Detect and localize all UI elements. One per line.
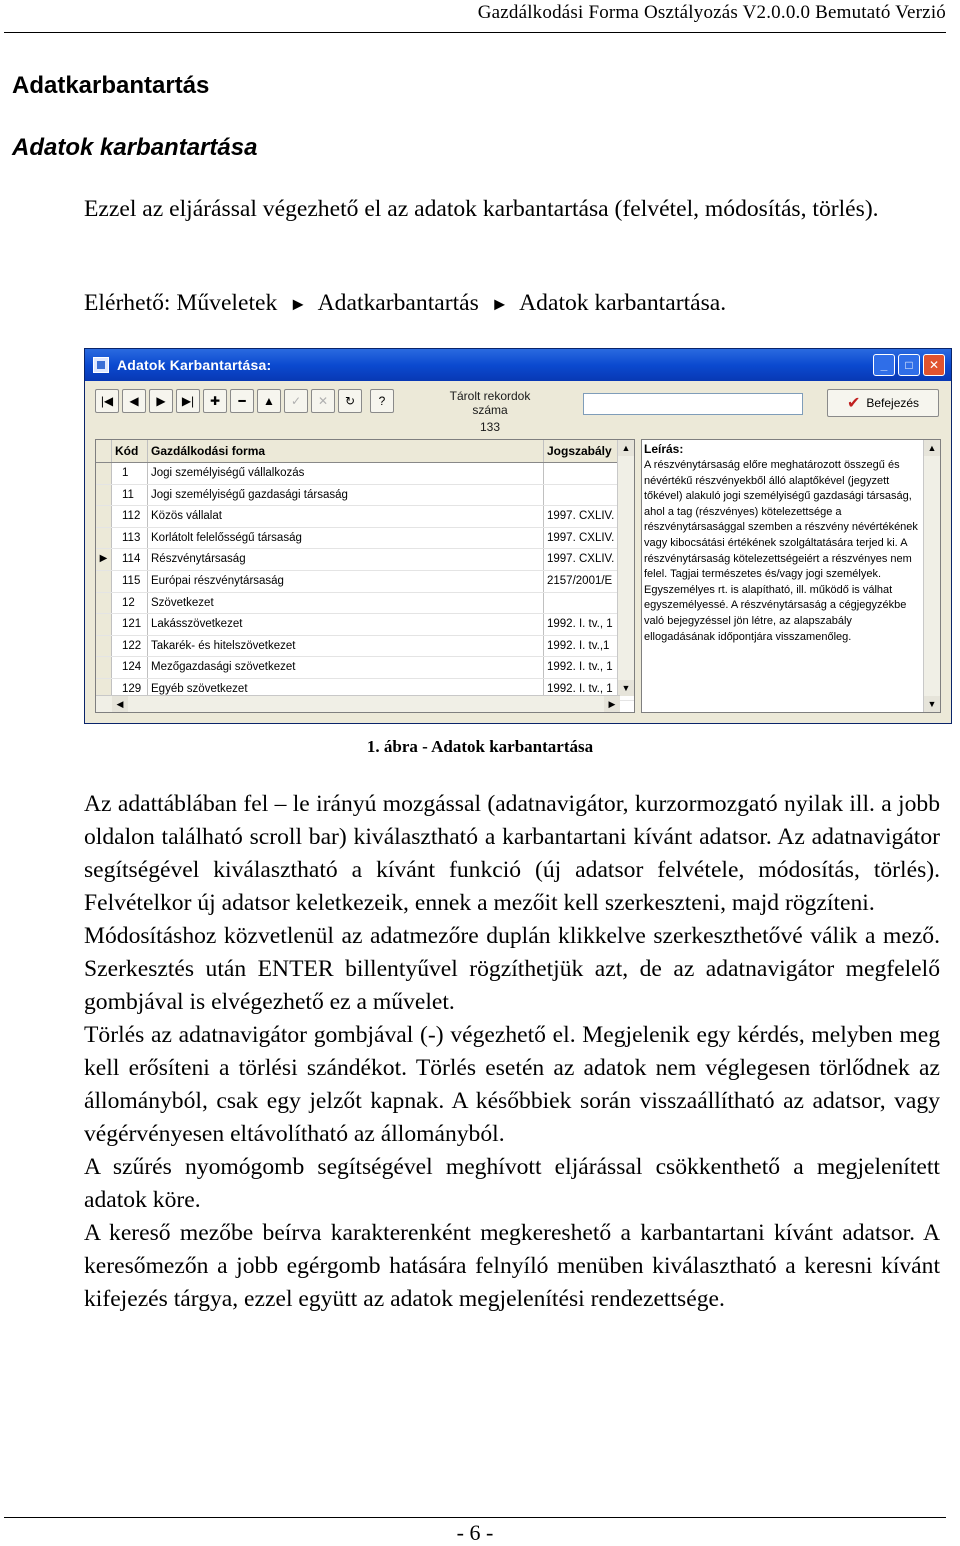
row-indicator bbox=[96, 657, 112, 678]
description-panel[interactable] bbox=[641, 439, 941, 713]
paragraph: Módosításhoz közvetlenül az adatmezőre duplán klikkelve szerkeszthetővé válik a mező. Szerkesztés után ENTER billentyűvel rögzíthetjük azt, de az adatnavigátor megfelelő gombjával is elvégezhető ez a művelet. bbox=[84, 923, 940, 1015]
section-title: Adatkarbantartás bbox=[12, 72, 210, 99]
section-subtitle: Adatok karbantartása bbox=[12, 134, 258, 161]
table-cell-forma[interactable]: Lakásszövetkezet bbox=[148, 614, 544, 635]
grid-vertical-scrollbar[interactable] bbox=[617, 440, 634, 696]
table-row[interactable] bbox=[96, 485, 634, 507]
table-cell-jog[interactable]: 1992. I. tv., 1 bbox=[544, 657, 618, 678]
filter-icon[interactable]: ? bbox=[370, 389, 394, 413]
data-grid[interactable] bbox=[95, 439, 635, 713]
table-cell-kod[interactable]: 113 bbox=[112, 528, 148, 549]
menu-path-label: Elérhető: bbox=[84, 290, 171, 316]
row-indicator bbox=[96, 463, 112, 484]
delete-record-icon[interactable]: ━ bbox=[230, 389, 254, 413]
table-cell-forma[interactable]: Részvénytársaság bbox=[148, 549, 544, 570]
scroll-up-icon[interactable]: ▲ bbox=[924, 440, 940, 456]
grid-header bbox=[96, 440, 634, 463]
record-count-value: 133 bbox=[479, 420, 501, 434]
refresh-icon[interactable]: ↻ bbox=[338, 389, 362, 413]
row-indicator bbox=[96, 614, 112, 635]
first-record-icon[interactable]: |◀ bbox=[95, 389, 119, 413]
edit-record-icon[interactable]: ▲ bbox=[257, 389, 281, 413]
menu-path bbox=[84, 287, 940, 321]
close-icon[interactable]: ✕ bbox=[923, 354, 945, 376]
grid-horizontal-scrollbar[interactable] bbox=[96, 695, 620, 712]
table-cell-kod[interactable]: 12 bbox=[112, 593, 148, 614]
table-cell-forma[interactable]: Mezőgazdasági szövetkezet bbox=[148, 657, 544, 678]
column-header-kod[interactable]: Kód bbox=[112, 440, 148, 462]
column-header-forma[interactable]: Gazdálkodási forma bbox=[148, 440, 544, 462]
paragraph: Az adattáblában fel – le irányú mozgással (adatnavigátor, kurzormozgató nyilak ill. a jobb oldalon található scroll bar) kiválasztható a karbantartani kívánt adatsor. Az adatnavigátor segítségével kiválasztható a kívánt funkció (új adatsor felvétele, módosítás, törlés). Felvételkor új adatsor keletkezeik, ennek a mezőit kell szerkeszteni, majd rögzíteni. bbox=[84, 791, 940, 916]
row-indicator bbox=[96, 636, 112, 657]
table-cell-jog[interactable]: 1992. I. tv.,1 bbox=[544, 636, 618, 657]
scroll-down-icon[interactable]: ▼ bbox=[618, 680, 634, 696]
table-row[interactable] bbox=[96, 636, 634, 658]
header-rule bbox=[4, 32, 946, 33]
row-indicator bbox=[96, 528, 112, 549]
record-count-label: Tárolt rekordok száma bbox=[449, 389, 531, 417]
description-scrollbar[interactable] bbox=[923, 440, 940, 712]
table-cell-forma[interactable]: Közös vállalat bbox=[148, 506, 544, 527]
table-cell-forma[interactable]: Takarék- és hitelszövetkezet bbox=[148, 636, 544, 657]
table-cell-jog[interactable]: 1997. CXLIV. bbox=[544, 528, 618, 549]
table-row[interactable] bbox=[96, 657, 634, 679]
table-cell-kod[interactable]: 11 bbox=[112, 485, 148, 506]
table-cell-forma[interactable]: Egyéb szövetkezet bbox=[148, 679, 544, 700]
finish-button-label: Befejezés bbox=[866, 396, 920, 410]
description-text[interactable]: A részvénytársaság előre meghatározott összegű és névértékű részvényekből álló alaptőkével (jegyzett tőkével) alakuló jogi személyiségű gazdasági társaság, ahol a tag (részvényes) kötelezettsége a részvénytársasággal szemben a részvény névértékének vagy kibocsátási értékének szolgáltatására terjed ki. A részvénytársaság kötelezettségeiért a részvényes nem felel. Tagjai természetes és/vagy jogi személyek. Egyszemélyes rt. is alapítható, ill. működő is válhat egyszemélyessé. A részvénytársaság a cégjegyzékbe való bejegyzéssel jön létre, az alapszabály ellogadásának időpontjára visszamenőleg. bbox=[644, 459, 918, 643]
app-icon bbox=[93, 357, 109, 373]
column-header-jogszabaly[interactable]: Jogszabály bbox=[544, 440, 618, 462]
insert-record-icon[interactable]: ✚ bbox=[203, 389, 227, 413]
scroll-right-icon[interactable]: ▶ bbox=[604, 696, 620, 712]
cancel-record-icon[interactable]: ✕ bbox=[311, 389, 335, 413]
row-indicator bbox=[96, 571, 112, 592]
scroll-up-icon[interactable]: ▲ bbox=[618, 440, 634, 456]
table-cell-kod[interactable]: 114 bbox=[112, 549, 148, 570]
paragraph: Törlés az adatnavigátor gombjával (-) végezhető el. Megjelenik egy kérdés, melyben meg kell erősíteni a törlési szándékot. Törlés esetén az adatok nem véglegesen törlődnek az állományból, csak egy jelzőt kapnak. A későbbiek során visszaállítható az adatsor, vagy végérvényesen eltávolítható az állományból. bbox=[84, 1022, 940, 1147]
table-cell-kod[interactable]: 122 bbox=[112, 636, 148, 657]
table-row[interactable] bbox=[96, 506, 634, 528]
scroll-left-icon[interactable]: ◀ bbox=[112, 696, 128, 712]
table-row[interactable] bbox=[96, 463, 634, 485]
table-cell-jog[interactable] bbox=[544, 463, 618, 484]
menu-path-item: Adatkarbantartás bbox=[317, 290, 479, 316]
page-number: - 6 - bbox=[456, 1520, 494, 1545]
row-indicator bbox=[96, 485, 112, 506]
paragraph: A kereső mezőbe beírva karakterenként megkereshető a karbantartani kívánt adatsor. A keresőmezőn a jobb egérgomb hatására felnyíló menüben kiválasztható a keresni kívánt kifejezés tárgya, ezzel együtt az adatok megjelenítési rendezettsége. bbox=[84, 1220, 940, 1312]
table-cell-kod[interactable]: 124 bbox=[112, 657, 148, 678]
table-cell-jog[interactable]: 1992. I. tv., 1 bbox=[544, 679, 618, 700]
table-cell-kod[interactable]: 129 bbox=[112, 679, 148, 700]
table-cell-forma[interactable]: Jogi személyiségű gazdasági társaság bbox=[148, 485, 544, 506]
grid-body bbox=[96, 463, 634, 701]
minimize-icon[interactable]: _ bbox=[873, 354, 895, 376]
table-cell-forma[interactable]: Korlátolt felelősségű társaság bbox=[148, 528, 544, 549]
body-text bbox=[84, 788, 940, 1316]
table-cell-jog[interactable]: 1997. CXLIV. bbox=[544, 549, 618, 570]
menu-path-item: Adatok karbantartása. bbox=[519, 290, 727, 316]
figure-caption: 1. ábra - Adatok karbantartása bbox=[366, 737, 594, 756]
next-record-icon[interactable]: ▶ bbox=[149, 389, 173, 413]
table-row[interactable] bbox=[96, 614, 634, 636]
menu-path-item: Műveletek bbox=[176, 290, 278, 316]
table-cell-jog[interactable] bbox=[544, 593, 618, 614]
data-navigator bbox=[95, 389, 397, 413]
table-cell-kod[interactable]: 112 bbox=[112, 506, 148, 527]
table-row[interactable] bbox=[96, 549, 634, 571]
table-cell-jog[interactable]: 1992. I. tv., 1 bbox=[544, 614, 618, 635]
intro-paragraph: Ezzel az eljárással végezhető el az adatok karbantartása (felvétel, módosítás, törlés). bbox=[84, 196, 879, 222]
description-title: Leírás: bbox=[644, 442, 684, 456]
data-maintenance-window bbox=[84, 348, 952, 724]
table-cell-forma[interactable]: Szövetkezet bbox=[148, 593, 544, 614]
current-row-indicator-icon: ▶ bbox=[96, 549, 112, 570]
search-input[interactable] bbox=[583, 393, 803, 415]
arrow-right-icon: ► bbox=[490, 294, 509, 314]
table-cell-jog[interactable] bbox=[544, 485, 618, 506]
prior-record-icon[interactable]: ◀ bbox=[122, 389, 146, 413]
table-cell-forma[interactable]: Európai részvénytársaság bbox=[148, 571, 544, 592]
maximize-icon[interactable]: □ bbox=[898, 354, 920, 376]
table-row[interactable] bbox=[96, 593, 634, 615]
record-count-panel bbox=[435, 389, 545, 434]
document-header-title: Gazdálkodási Forma Osztályozás V2.0.0.0 Bemutató Verzió bbox=[477, 2, 946, 23]
table-cell-kod[interactable]: 1 bbox=[112, 463, 148, 484]
table-row[interactable] bbox=[96, 571, 634, 593]
finish-button[interactable] bbox=[827, 389, 939, 417]
window-titlebar[interactable] bbox=[85, 349, 951, 381]
table-cell-jog[interactable]: 1997. CXLIV. bbox=[544, 506, 618, 527]
table-cell-jog[interactable]: 2157/2001/E bbox=[544, 571, 618, 592]
table-cell-forma[interactable]: Jogi személyiségű vállalkozás bbox=[148, 463, 544, 484]
table-row[interactable] bbox=[96, 528, 634, 550]
scroll-down-icon[interactable]: ▼ bbox=[924, 696, 940, 712]
arrow-right-icon: ► bbox=[289, 294, 308, 314]
paragraph: A szűrés nyomógomb segítségével meghívott eljárással csökkenthető a megjelenített adatok köre. bbox=[84, 1154, 940, 1213]
post-record-icon[interactable]: ✓ bbox=[284, 389, 308, 413]
footer-rule bbox=[4, 1517, 946, 1518]
table-cell-kod[interactable]: 121 bbox=[112, 614, 148, 635]
row-indicator bbox=[96, 593, 112, 614]
last-record-icon[interactable]: ▶| bbox=[176, 389, 200, 413]
row-indicator bbox=[96, 506, 112, 527]
checkmark-icon: ✔ bbox=[846, 395, 861, 412]
window-title: Adatok Karbantartása: bbox=[117, 357, 272, 373]
table-cell-kod[interactable]: 115 bbox=[112, 571, 148, 592]
